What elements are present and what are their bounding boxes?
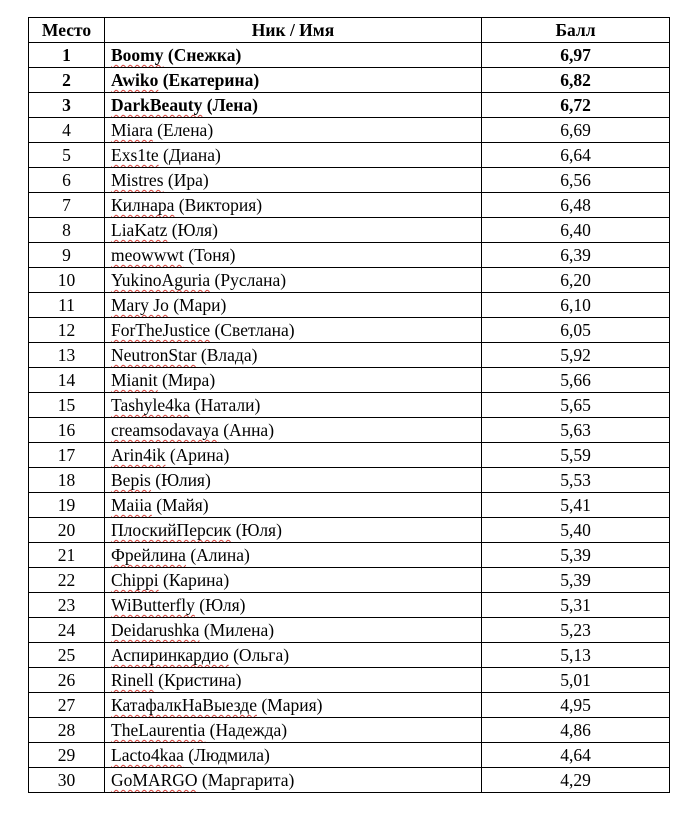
score-cell: 4,95 <box>482 693 670 718</box>
table-row <box>29 243 670 268</box>
real-name: (Надежда) <box>205 720 288 740</box>
table-row <box>29 93 670 118</box>
real-name: (Юлия) <box>150 470 211 490</box>
nickname: Boomy <box>111 45 164 65</box>
score-cell: 4,86 <box>482 718 670 743</box>
table-row <box>29 468 670 493</box>
real-name: (Натали) <box>190 395 261 415</box>
real-name: (Юля) <box>167 220 218 240</box>
real-name: (Арина) <box>165 445 230 465</box>
nickname: Rinell <box>111 670 154 690</box>
score-cell: 6,64 <box>482 143 670 168</box>
place-cell: 10 <box>29 268 105 293</box>
name-cell <box>105 518 482 543</box>
score-cell: 5,41 <box>482 493 670 518</box>
name-cell <box>105 218 482 243</box>
table-row <box>29 743 670 768</box>
place-cell: 7 <box>29 193 105 218</box>
place-cell: 17 <box>29 443 105 468</box>
real-name: (Виктория) <box>174 195 263 215</box>
name-cell <box>105 743 482 768</box>
name-cell <box>105 393 482 418</box>
place-cell: 9 <box>29 243 105 268</box>
place-cell: 18 <box>29 468 105 493</box>
real-name: (Снежка) <box>163 45 242 65</box>
nickname: creamsodavaya <box>111 420 219 440</box>
name-cell <box>105 468 482 493</box>
real-name: (Юля) <box>231 520 282 540</box>
table-row <box>29 768 670 793</box>
nickname: Arin4ik <box>111 445 166 465</box>
nickname: Bepis <box>111 470 151 490</box>
name-cell <box>105 68 482 93</box>
score-cell: 6,10 <box>482 293 670 318</box>
score-cell: 4,64 <box>482 743 670 768</box>
table-row <box>29 368 670 393</box>
score-cell: 6,97 <box>482 43 670 68</box>
table-row <box>29 343 670 368</box>
nickname: Mianit <box>111 370 158 390</box>
score-cell: 5,13 <box>482 643 670 668</box>
name-cell <box>105 343 482 368</box>
place-cell: 25 <box>29 643 105 668</box>
nickname: Mistres <box>111 170 164 190</box>
score-cell: 5,53 <box>482 468 670 493</box>
place-cell: 8 <box>29 218 105 243</box>
header-name: Ник / Имя <box>105 18 482 43</box>
score-cell: 5,65 <box>482 393 670 418</box>
place-cell: 1 <box>29 43 105 68</box>
score-cell: 6,72 <box>482 93 670 118</box>
nickname: Фрейлина <box>111 545 186 565</box>
place-cell: 23 <box>29 593 105 618</box>
nickname: YukinoAguria <box>111 270 211 290</box>
name-cell <box>105 593 482 618</box>
score-cell: 6,20 <box>482 268 670 293</box>
nickname: КатафалкНаВыезде <box>111 695 257 715</box>
score-cell: 5,63 <box>482 418 670 443</box>
real-name: (Мария) <box>256 695 323 715</box>
table-row <box>29 68 670 93</box>
name-cell <box>105 143 482 168</box>
header-row <box>29 18 670 43</box>
score-cell: 5,40 <box>482 518 670 543</box>
real-name: (Кристина) <box>153 670 242 690</box>
table-row <box>29 693 670 718</box>
name-cell <box>105 443 482 468</box>
real-name: (Екатерина) <box>158 70 260 90</box>
table-row <box>29 218 670 243</box>
real-name: (Руслана) <box>210 270 287 290</box>
name-cell <box>105 268 482 293</box>
place-cell: 26 <box>29 668 105 693</box>
nickname: ПлоскийПерсик <box>111 520 232 540</box>
table-row <box>29 268 670 293</box>
place-cell: 29 <box>29 743 105 768</box>
table-body <box>29 43 670 793</box>
real-name: (Маргарита) <box>197 770 295 790</box>
nickname: meowwwt <box>111 245 184 265</box>
place-cell: 15 <box>29 393 105 418</box>
real-name: (Карина) <box>158 570 230 590</box>
nickname: Mary Jo <box>111 295 169 315</box>
real-name: (Анна) <box>218 420 275 440</box>
place-cell: 13 <box>29 343 105 368</box>
name-cell <box>105 243 482 268</box>
name-cell <box>105 193 482 218</box>
score-cell: 6,48 <box>482 193 670 218</box>
name-cell <box>105 493 482 518</box>
real-name: (Милена) <box>199 620 275 640</box>
table-row <box>29 418 670 443</box>
place-cell: 11 <box>29 293 105 318</box>
place-cell: 14 <box>29 368 105 393</box>
place-cell: 24 <box>29 618 105 643</box>
real-name: (Мари) <box>168 295 227 315</box>
real-name: (Юля) <box>194 595 246 615</box>
table-row <box>29 643 670 668</box>
table-row <box>29 543 670 568</box>
real-name: (Лена) <box>202 95 258 115</box>
nickname: LiaKatz <box>111 220 168 240</box>
table-row <box>29 143 670 168</box>
score-cell: 5,92 <box>482 343 670 368</box>
score-cell: 5,66 <box>482 368 670 393</box>
nickname: DarkBeauty <box>111 95 203 115</box>
name-cell <box>105 718 482 743</box>
name-cell <box>105 168 482 193</box>
place-cell: 16 <box>29 418 105 443</box>
score-cell: 6,56 <box>482 168 670 193</box>
table-row <box>29 393 670 418</box>
name-cell <box>105 568 482 593</box>
place-cell: 30 <box>29 768 105 793</box>
score-cell: 6,05 <box>482 318 670 343</box>
place-cell: 3 <box>29 93 105 118</box>
score-cell: 5,31 <box>482 593 670 618</box>
nickname: Miara <box>111 120 153 140</box>
table-row <box>29 668 670 693</box>
name-cell <box>105 618 482 643</box>
nickname: NeutronStar <box>111 345 197 365</box>
nickname: Exs1te <box>111 145 159 165</box>
nickname: Tashyle4ka <box>111 395 191 415</box>
score-cell: 4,29 <box>482 768 670 793</box>
name-cell <box>105 668 482 693</box>
place-cell: 28 <box>29 718 105 743</box>
score-cell: 5,23 <box>482 618 670 643</box>
score-cell: 5,59 <box>482 443 670 468</box>
place-cell: 2 <box>29 68 105 93</box>
rating-table <box>28 17 670 793</box>
name-cell <box>105 43 482 68</box>
real-name: (Влада) <box>196 345 258 365</box>
nickname: Awiko <box>111 70 159 90</box>
table-row <box>29 193 670 218</box>
nickname: Maiia <box>111 495 152 515</box>
score-cell: 6,82 <box>482 68 670 93</box>
real-name: (Диана) <box>158 145 221 165</box>
table-row <box>29 118 670 143</box>
nickname: GoMARGO <box>111 770 198 790</box>
score-cell: 6,39 <box>482 243 670 268</box>
real-name: (Тоня) <box>183 245 236 265</box>
score-cell: 6,69 <box>482 118 670 143</box>
place-cell: 21 <box>29 543 105 568</box>
score-cell: 6,40 <box>482 218 670 243</box>
table-row <box>29 518 670 543</box>
name-cell <box>105 768 482 793</box>
table-row <box>29 568 670 593</box>
nickname: Аспиринкардио <box>111 645 229 665</box>
place-cell: 19 <box>29 493 105 518</box>
place-cell: 5 <box>29 143 105 168</box>
score-cell: 5,39 <box>482 568 670 593</box>
table-row <box>29 293 670 318</box>
table-row <box>29 493 670 518</box>
nickname: Килнара <box>111 195 175 215</box>
real-name: (Мира) <box>157 370 216 390</box>
name-cell <box>105 368 482 393</box>
nickname: Chippi <box>111 570 159 590</box>
header-place: Место <box>29 18 105 43</box>
real-name: (Майя) <box>151 495 209 515</box>
name-cell <box>105 643 482 668</box>
name-cell <box>105 118 482 143</box>
score-cell: 5,39 <box>482 543 670 568</box>
nickname: TheLaurentia <box>111 720 206 740</box>
table-row <box>29 168 670 193</box>
nickname: Deidarushka <box>111 620 200 640</box>
place-cell: 27 <box>29 693 105 718</box>
nickname: WiButterfly <box>111 595 195 615</box>
header-score: Балл <box>482 18 670 43</box>
nickname: ForTheJustice <box>111 320 211 340</box>
name-cell <box>105 693 482 718</box>
real-name: (Елена) <box>152 120 214 140</box>
real-name: (Ольга) <box>228 645 290 665</box>
nickname: Lacto4kaa <box>111 745 184 765</box>
place-cell: 4 <box>29 118 105 143</box>
place-cell: 6 <box>29 168 105 193</box>
name-cell <box>105 543 482 568</box>
table-row <box>29 618 670 643</box>
real-name: (Светлана) <box>210 320 295 340</box>
table-row <box>29 718 670 743</box>
table-row <box>29 318 670 343</box>
real-name: (Людмила) <box>183 745 270 765</box>
name-cell <box>105 318 482 343</box>
name-cell <box>105 93 482 118</box>
place-cell: 12 <box>29 318 105 343</box>
place-cell: 22 <box>29 568 105 593</box>
table-row <box>29 43 670 68</box>
real-name: (Ира) <box>163 170 209 190</box>
name-cell <box>105 293 482 318</box>
real-name: (Алина) <box>185 545 250 565</box>
place-cell: 20 <box>29 518 105 543</box>
name-cell <box>105 418 482 443</box>
table-row <box>29 443 670 468</box>
table-row <box>29 593 670 618</box>
score-cell: 5,01 <box>482 668 670 693</box>
